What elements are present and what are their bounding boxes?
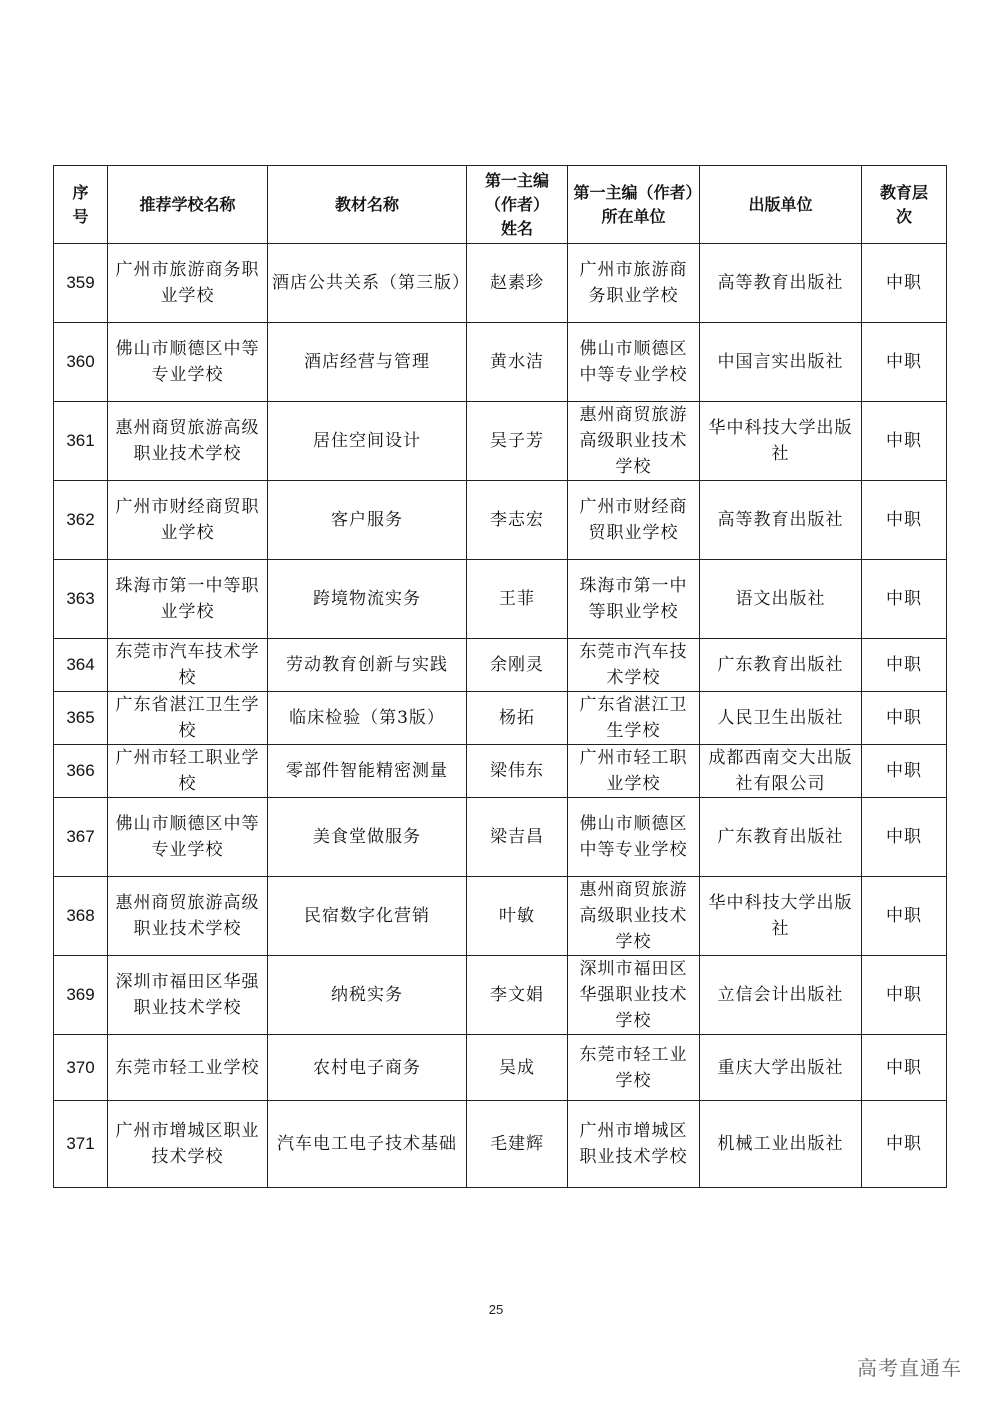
- header-textbook: 教材名称: [268, 166, 467, 244]
- cell-level: 中职: [862, 745, 947, 798]
- cell-school: 广州市轻工职业学校: [108, 745, 268, 798]
- table-row: [54, 402, 947, 481]
- cell-school: 东莞市汽车技术学校: [108, 639, 268, 692]
- cell-unit: 深圳市福田区华强职业技术学校: [568, 956, 700, 1035]
- header-editor: 第一主编（作者）姓名: [467, 166, 568, 244]
- cell-editor: 吴子芳: [467, 402, 568, 481]
- header-school: 推荐学校名称: [108, 166, 268, 244]
- cell-textbook: 农村电子商务: [268, 1035, 467, 1101]
- cell-textbook: 居住空间设计: [268, 402, 467, 481]
- cell-unit: 广东省湛江卫生学校: [568, 692, 700, 745]
- cell-level: 中职: [862, 1035, 947, 1101]
- watermark: 高考直通车: [857, 1356, 962, 1380]
- page-number: 25: [488, 1302, 504, 1317]
- cell-publisher: 机械工业出版社: [700, 1101, 862, 1188]
- cell-textbook: 零部件智能精密测量: [268, 745, 467, 798]
- cell-level: 中职: [862, 877, 947, 956]
- cell-editor: 李文娟: [467, 956, 568, 1035]
- cell-no: 363: [54, 560, 108, 639]
- cell-school: 佛山市顺德区中等专业学校: [108, 323, 268, 402]
- table-row: [54, 639, 947, 692]
- cell-editor: 李志宏: [467, 481, 568, 560]
- cell-editor: 余刚灵: [467, 639, 568, 692]
- table-row: [54, 560, 947, 639]
- table-row: [54, 692, 947, 745]
- cell-textbook: 劳动教育创新与实践: [268, 639, 467, 692]
- cell-textbook: 民宿数字化营销: [268, 877, 467, 956]
- cell-no: 368: [54, 877, 108, 956]
- cell-school: 惠州商贸旅游高级职业技术学校: [108, 877, 268, 956]
- cell-unit: 佛山市顺德区中等专业学校: [568, 323, 700, 402]
- header-level: 教育层次: [862, 166, 947, 244]
- cell-unit: 广州市财经商贸职业学校: [568, 481, 700, 560]
- table-row: [54, 244, 947, 323]
- cell-editor: 梁伟东: [467, 745, 568, 798]
- cell-textbook: 酒店经营与管理: [268, 323, 467, 402]
- cell-school: 佛山市顺德区中等专业学校: [108, 798, 268, 877]
- cell-editor: 王菲: [467, 560, 568, 639]
- cell-editor: 叶敏: [467, 877, 568, 956]
- cell-editor: 梁吉昌: [467, 798, 568, 877]
- cell-no: 364: [54, 639, 108, 692]
- cell-no: 369: [54, 956, 108, 1035]
- cell-textbook: 美食堂做服务: [268, 798, 467, 877]
- cell-no: 359: [54, 244, 108, 323]
- table-row: [54, 323, 947, 402]
- textbook-table: [53, 165, 947, 1188]
- cell-unit: 东莞市轻工业学校: [568, 1035, 700, 1101]
- cell-school: 广州市增城区职业技术学校: [108, 1101, 268, 1188]
- cell-publisher: 广东教育出版社: [700, 798, 862, 877]
- cell-no: 360: [54, 323, 108, 402]
- cell-level: 中职: [862, 956, 947, 1035]
- cell-publisher: 华中科技大学出版社: [700, 402, 862, 481]
- cell-level: 中职: [862, 402, 947, 481]
- cell-textbook: 纳税实务: [268, 956, 467, 1035]
- table-header-row: [54, 166, 947, 244]
- cell-level: 中职: [862, 639, 947, 692]
- cell-textbook: 跨境物流实务: [268, 560, 467, 639]
- cell-publisher: 成都西南交大出版社有限公司: [700, 745, 862, 798]
- cell-editor: 赵素珍: [467, 244, 568, 323]
- cell-publisher: 高等教育出版社: [700, 244, 862, 323]
- cell-publisher: 中国言实出版社: [700, 323, 862, 402]
- cell-level: 中职: [862, 692, 947, 745]
- table-row: [54, 877, 947, 956]
- cell-publisher: 华中科技大学出版社: [700, 877, 862, 956]
- cell-level: 中职: [862, 798, 947, 877]
- cell-unit: 广州市增城区职业技术学校: [568, 1101, 700, 1188]
- cell-editor: 毛建辉: [467, 1101, 568, 1188]
- table-row: [54, 798, 947, 877]
- cell-school: 广州市财经商贸职业学校: [108, 481, 268, 560]
- cell-textbook: 汽车电工电子技术基础: [268, 1101, 467, 1188]
- cell-publisher: 语文出版社: [700, 560, 862, 639]
- cell-level: 中职: [862, 560, 947, 639]
- cell-editor: 吴成: [467, 1035, 568, 1101]
- cell-no: 361: [54, 402, 108, 481]
- cell-school: 东莞市轻工业学校: [108, 1035, 268, 1101]
- table-row: [54, 481, 947, 560]
- cell-school: 深圳市福田区华强职业技术学校: [108, 956, 268, 1035]
- cell-school: 广州市旅游商务职业学校: [108, 244, 268, 323]
- cell-publisher: 人民卫生出版社: [700, 692, 862, 745]
- cell-unit: 惠州商贸旅游高级职业技术学校: [568, 877, 700, 956]
- cell-school: 广东省湛江卫生学校: [108, 692, 268, 745]
- header-unit: 第一主编（作者）所在单位: [568, 166, 700, 244]
- cell-publisher: 高等教育出版社: [700, 481, 862, 560]
- cell-unit: 东莞市汽车技术学校: [568, 639, 700, 692]
- cell-no: 366: [54, 745, 108, 798]
- table-row: [54, 1035, 947, 1101]
- table-row: [54, 956, 947, 1035]
- cell-unit: 广州市轻工职业学校: [568, 745, 700, 798]
- cell-no: 365: [54, 692, 108, 745]
- cell-unit: 广州市旅游商务职业学校: [568, 244, 700, 323]
- cell-no: 370: [54, 1035, 108, 1101]
- cell-publisher: 广东教育出版社: [700, 639, 862, 692]
- cell-unit: 佛山市顺德区中等专业学校: [568, 798, 700, 877]
- cell-level: 中职: [862, 1101, 947, 1188]
- cell-no: 362: [54, 481, 108, 560]
- cell-unit: 惠州商贸旅游高级职业技术学校: [568, 402, 700, 481]
- cell-no: 367: [54, 798, 108, 877]
- cell-textbook: 酒店公共关系（第三版）: [268, 244, 467, 323]
- header-publisher: 出版单位: [700, 166, 862, 244]
- cell-school: 珠海市第一中等职业学校: [108, 560, 268, 639]
- table-row: [54, 1101, 947, 1188]
- cell-unit: 珠海市第一中等职业学校: [568, 560, 700, 639]
- cell-textbook: 客户服务: [268, 481, 467, 560]
- cell-editor: 黄水洁: [467, 323, 568, 402]
- table-row: [54, 745, 947, 798]
- header-no: 序号: [54, 166, 108, 244]
- cell-publisher: 重庆大学出版社: [700, 1035, 862, 1101]
- cell-level: 中职: [862, 481, 947, 560]
- cell-no: 371: [54, 1101, 108, 1188]
- cell-level: 中职: [862, 244, 947, 323]
- cell-school: 惠州商贸旅游高级职业技术学校: [108, 402, 268, 481]
- cell-level: 中职: [862, 323, 947, 402]
- cell-editor: 杨拓: [467, 692, 568, 745]
- cell-publisher: 立信会计出版社: [700, 956, 862, 1035]
- cell-textbook: 临床检验（第3版）: [268, 692, 467, 745]
